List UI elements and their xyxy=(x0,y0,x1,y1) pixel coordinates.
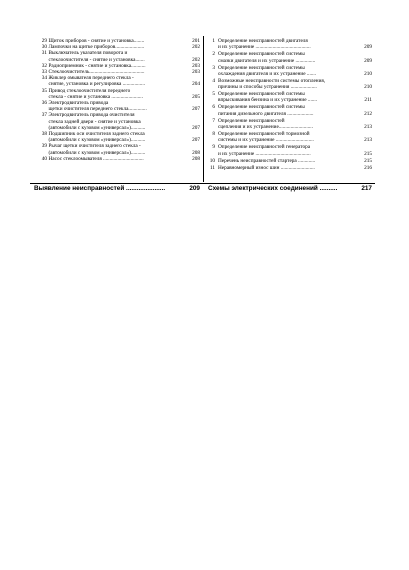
section-rule xyxy=(30,183,375,184)
toc-entry-page: 207 xyxy=(192,106,200,113)
toc-entry-page: 211 xyxy=(364,97,372,104)
toc-entry-title: Определение неисправностей тормозной системы и их устранение ............................. xyxy=(218,131,314,144)
toc-entry-number: 8 xyxy=(212,131,215,138)
toc-entry-number: 38 xyxy=(41,131,47,138)
toc-entry[interactable] xyxy=(208,65,372,77)
toc-entry[interactable] xyxy=(34,131,200,143)
toc-entry-title: Возможные неисправности системы отопления, причины и способы устранения .................... xyxy=(218,77,326,91)
toc-entry-page: 208 xyxy=(192,149,200,156)
toc-entry[interactable] xyxy=(34,88,200,100)
toc-entry-title: Щиток приборов - снятие и установка........ xyxy=(48,38,145,44)
section-heading-wiring[interactable] xyxy=(208,185,372,193)
toc-entry-title: Выключатель указателя поворота и стеклоочистителя - снятие и установка....... xyxy=(48,50,145,63)
toc-entry[interactable] xyxy=(208,165,372,171)
toc-entry[interactable] xyxy=(34,156,200,162)
toc-entry-page: 204 xyxy=(192,81,200,88)
toc-entry-page: 216 xyxy=(364,164,372,171)
toc-entry-number: 1 xyxy=(212,38,215,44)
toc-entry[interactable] xyxy=(34,100,200,112)
toc-entry-number: 36 xyxy=(41,100,47,107)
toc-entry-number: 6 xyxy=(212,104,215,111)
toc-entry[interactable] xyxy=(34,50,200,62)
toc-entry-number: 31 xyxy=(41,50,47,57)
section-heading-label: Выявление неисправностей ...................... xyxy=(34,185,166,192)
toc-entry-page: 213 xyxy=(364,123,372,130)
toc-entry-number: 4 xyxy=(212,77,215,84)
toc-entry-page: 202 xyxy=(192,56,200,63)
toc-entry-page: 215 xyxy=(364,157,372,164)
toc-entry-number: 11 xyxy=(209,164,215,171)
toc-entry-number: 35 xyxy=(41,87,47,94)
section-heading-diagnostics[interactable] xyxy=(34,185,200,193)
toc-left-column xyxy=(34,38,200,162)
toc-entry-number: 33 xyxy=(41,69,47,76)
toc-entry[interactable] xyxy=(208,158,372,164)
toc-entry-title: Определение неисправностей системы смазки двигателя и их устранение ............... xyxy=(218,51,316,64)
toc-entry-title: Неравномерный износ шин .......................... xyxy=(218,164,315,171)
toc-entry-title: Перечень неисправностей стартера ............. xyxy=(218,157,316,164)
toc-entry-title: Электродвигатель привода очистителя стекла задней двери - снятие и установка (автомобили с кузовом «универсал»)........... xyxy=(48,112,146,131)
toc-entry-page: 203 xyxy=(192,69,200,76)
toc-entry[interactable] xyxy=(208,118,372,130)
toc-entry[interactable] xyxy=(34,75,200,87)
toc-entry-title: Привод стеклоочистителя переднего стекла - снятие и установка ........................ xyxy=(48,87,143,100)
toc-entry-page: 209 xyxy=(364,57,372,64)
toc-entry-number: 34 xyxy=(41,75,47,82)
toc-entry-page: 215 xyxy=(364,150,372,157)
toc-entry[interactable] xyxy=(208,51,372,63)
toc-entry-page: 201 xyxy=(192,38,200,44)
toc-entry-title: Определение неисправностей генератора и их устранение .......................................... xyxy=(218,144,311,157)
section-heading-page: 217 xyxy=(361,185,372,192)
toc-entry-title: Лампочки на щитке приборов...................... xyxy=(48,44,145,51)
toc-entry-title: Определение неисправностей системы впрыскивания бензина и их устранение ....... xyxy=(218,91,318,104)
toc-entry-number: 5 xyxy=(212,91,215,98)
toc-entry-title: Жиклер омывателя переднего стекла - снятие, установка и регулировка ................. xyxy=(48,75,145,88)
toc-right-column xyxy=(208,38,372,172)
toc-entry-title: Радиоприемник - снятие и установка........... xyxy=(48,62,146,69)
toc-entry-page: 207 xyxy=(192,124,200,131)
toc-entry-number: 40 xyxy=(41,155,47,162)
toc-entry[interactable] xyxy=(208,38,372,50)
section-heading-label: Схемы электрических соединений .......... xyxy=(208,185,338,192)
toc-entry[interactable] xyxy=(34,143,200,155)
toc-entry-page: 210 xyxy=(364,70,372,77)
toc-entry-number: 3 xyxy=(212,64,215,71)
toc-entry-number: 9 xyxy=(212,144,215,151)
toc-entry[interactable] xyxy=(208,78,372,90)
toc-entry-title: Насос стеклоомывателя ............................... xyxy=(48,155,144,162)
toc-entry-title: Определение неисправностей системы охлаждения двигателя и их устранение ....... xyxy=(218,64,317,77)
toc-entry-number: 10 xyxy=(209,157,215,164)
toc-entry-number: 29 xyxy=(41,38,47,44)
toc-entry-number: 37 xyxy=(41,112,47,119)
toc-entry-page: 208 xyxy=(192,155,200,162)
toc-entry-page: 202 xyxy=(192,44,200,51)
toc-entry-number: 30 xyxy=(41,44,47,51)
toc-entry-title: Определение неисправностей двигателя и их устранение .......................................... xyxy=(218,38,311,51)
toc-entry-title: Определение неисправностей системы питания дизельного двигателя .................... xyxy=(218,104,314,117)
toc-entry-page: 209 xyxy=(364,44,372,51)
toc-entry-page: 210 xyxy=(364,84,372,91)
toc-entry-page: 203 xyxy=(192,62,200,69)
toc-entry[interactable] xyxy=(34,112,200,131)
toc-entry-number: 39 xyxy=(41,143,47,150)
toc-entry[interactable] xyxy=(208,144,372,156)
section-heading-page: 209 xyxy=(189,185,200,192)
toc-entry-number: 7 xyxy=(212,117,215,124)
toc-entry-title: Определение неисправностей сцепления и их устранение.......................... xyxy=(218,117,313,130)
toc-entry[interactable] xyxy=(208,104,372,116)
column-divider xyxy=(203,36,204,182)
toc-entry-page: 213 xyxy=(364,137,372,144)
toc-entry-title: Подшипник оси очистителя заднего стекла (автомобили с кузовом «универсал»)........... xyxy=(48,131,146,144)
toc-entry-title: Электродвигатель привода щетки очистителя переднего стекла.............. xyxy=(48,100,147,113)
toc-entry-title: Рычаг щетки очистителя заднего стекла - (автомобили с кузовом «универсал»)........... xyxy=(48,143,146,156)
toc-entry-number: 32 xyxy=(41,62,47,69)
toc-entry[interactable] xyxy=(208,131,372,143)
toc-entry-page: 212 xyxy=(364,110,372,117)
toc-entry[interactable] xyxy=(208,91,372,103)
toc-entry-number: 2 xyxy=(212,51,215,58)
toc-entry-page: 207 xyxy=(192,137,200,144)
toc-entry-page: 205 xyxy=(192,93,200,100)
toc-entry-title: Стеклоочиститель.......................................... xyxy=(48,69,145,76)
